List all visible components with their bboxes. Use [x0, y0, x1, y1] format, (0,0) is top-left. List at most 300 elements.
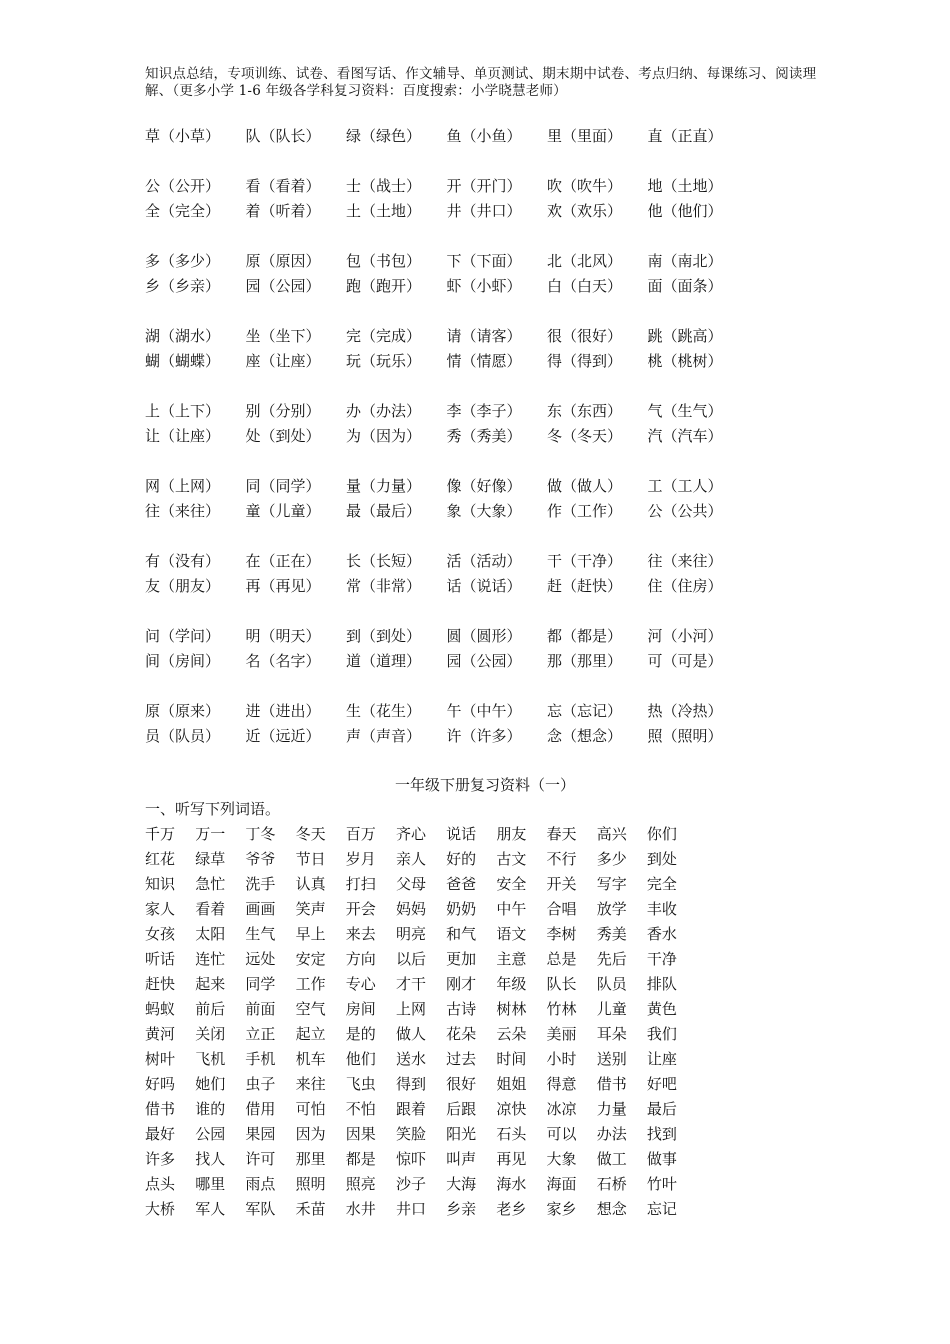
dictation-word: 齐心	[395, 825, 426, 843]
dictation-word: 多少	[596, 850, 627, 868]
dictation-word: 百万	[345, 825, 376, 843]
dictation-word: 起立	[295, 1025, 326, 1043]
char-pair-item: 活（活动）	[446, 552, 522, 570]
dictation-word: 丰收	[646, 900, 677, 918]
pair-row	[145, 249, 845, 274]
dictation-word: 海面	[546, 1175, 577, 1193]
dictation-word: 上网	[395, 1000, 426, 1018]
dictation-word: 好吧	[646, 1075, 677, 1093]
dictation-word: 父母	[395, 875, 426, 893]
dictation-word: 万一	[195, 825, 226, 843]
char-pair-item: 忘（忘记）	[547, 702, 623, 720]
dictation-word: 起来	[195, 975, 226, 993]
dictation-word: 军队	[245, 1200, 276, 1218]
dictation-word: 太阳	[195, 925, 226, 943]
dictation-word: 急忙	[195, 875, 226, 893]
dictation-word: 排队	[646, 975, 677, 993]
dictation-word: 让座	[646, 1050, 677, 1068]
char-pair-item: 声（声音）	[346, 727, 422, 745]
pair-row	[145, 699, 845, 724]
char-pair-item: 到（到处）	[346, 627, 422, 645]
dictation-word: 开关	[546, 875, 577, 893]
dictation-word: 送水	[395, 1050, 426, 1068]
dictation-word: 得到	[395, 1075, 426, 1093]
dictation-word: 树叶	[145, 1050, 176, 1068]
pair-row	[145, 624, 845, 649]
pair-group	[145, 124, 845, 149]
dictation-word: 千万	[145, 825, 176, 843]
dictation-word: 做人	[395, 1025, 426, 1043]
dictation-word: 许多	[145, 1150, 176, 1168]
pair-row	[145, 549, 845, 574]
char-pair-item: 长（长短）	[346, 552, 422, 570]
pair-row	[145, 274, 845, 299]
dictation-word: 云朵	[496, 1025, 527, 1043]
dictation-word: 看着	[195, 900, 226, 918]
dictation-word: 立正	[245, 1025, 276, 1043]
word-row	[145, 847, 845, 872]
dictation-word: 大海	[446, 1175, 477, 1193]
dictation-word: 好吗	[145, 1075, 176, 1093]
dictation-word: 花朵	[446, 1025, 477, 1043]
dictation-word: 过去	[446, 1050, 477, 1068]
dictation-word: 不怕	[345, 1100, 376, 1118]
dictation-word: 秀美	[596, 925, 627, 943]
dictation-word: 说话	[446, 825, 477, 843]
char-pair-item: 赶（赶快）	[547, 577, 623, 595]
pair-row	[145, 199, 845, 224]
char-pair-item: 干（干净）	[547, 552, 623, 570]
dictation-word: 小时	[546, 1050, 577, 1068]
pair-row	[145, 574, 845, 599]
dictation-word: 送别	[596, 1050, 627, 1068]
char-pair-item: 河（小河）	[647, 627, 723, 645]
char-pair-item: 作（工作）	[547, 502, 623, 520]
dictation-word: 我们	[646, 1025, 677, 1043]
dictation-word: 爸爸	[446, 875, 477, 893]
char-pair-item: 象（大象）	[446, 502, 522, 520]
char-pair-item: 井（井口）	[446, 202, 522, 220]
char-pair-item: 进（进出）	[245, 702, 321, 720]
word-row	[145, 1122, 845, 1147]
pair-row	[145, 649, 845, 674]
dictation-word: 力量	[596, 1100, 627, 1118]
char-pair-item: 生（花生）	[346, 702, 422, 720]
char-pair-item: 情（情愿）	[446, 352, 522, 370]
dictation-word: 红花	[145, 850, 176, 868]
header-line-1: 知识点总结，专项训练、试卷、看图写话、作文辅导、单页测试、期末期中试卷、考点归纳、每课练习、阅读理	[145, 66, 817, 82]
dictation-word: 美丽	[546, 1025, 577, 1043]
char-pair-item: 工（工人）	[647, 477, 723, 495]
dictation-word: 安定	[295, 950, 326, 968]
dictation-word: 队员	[596, 975, 627, 993]
dictation-word: 可以	[546, 1125, 577, 1143]
dictation-word: 谁的	[195, 1100, 226, 1118]
pair-row	[145, 399, 845, 424]
char-pair-item: 可（可是）	[647, 652, 723, 670]
dictation-word: 放学	[596, 900, 627, 918]
dictation-word: 机车	[295, 1050, 326, 1068]
dictation-word: 认真	[295, 875, 326, 893]
worksheet-title	[0, 775, 820, 795]
dictation-word: 女孩	[145, 925, 176, 943]
char-pair-item: 他（他们）	[647, 202, 723, 220]
dictation-word: 做事	[646, 1150, 677, 1168]
dictation-word: 更加	[446, 950, 477, 968]
char-pair-item: 蝴（蝴蝶）	[145, 352, 221, 370]
pair-group	[145, 249, 845, 299]
pair-row	[145, 324, 845, 349]
dictation-word: 完全	[646, 875, 677, 893]
dictation-word: 想念	[596, 1200, 627, 1218]
dictation-word: 干净	[646, 950, 677, 968]
char-pair-item: 照（照明）	[647, 727, 723, 745]
dictation-word: 朋友	[496, 825, 527, 843]
dictation-word: 冬天	[295, 825, 326, 843]
dictation-word: 很好	[446, 1075, 477, 1093]
dictation-word: 雨点	[245, 1175, 276, 1193]
dictation-word: 跟着	[395, 1100, 426, 1118]
dictation-word: 远处	[245, 950, 276, 968]
char-pair-item: 园（公园）	[446, 652, 522, 670]
pair-row	[145, 424, 845, 449]
dictation-word: 安全	[496, 875, 527, 893]
dictation-word: 可怕	[295, 1100, 326, 1118]
char-pair-item: 李（李子）	[446, 402, 522, 420]
char-pair-item: 间（房间）	[145, 652, 221, 670]
dictation-word: 石桥	[596, 1175, 627, 1193]
dictation-word: 你们	[646, 825, 677, 843]
char-pair-item: 气（生气）	[647, 402, 723, 420]
dictation-word: 开会	[345, 900, 376, 918]
dictation-word: 找人	[195, 1150, 226, 1168]
char-pair-item: 热（冷热）	[647, 702, 723, 720]
dictation-word: 香水	[646, 925, 677, 943]
dictation-word: 后跟	[446, 1100, 477, 1118]
header-note	[145, 66, 825, 100]
dictation-word: 丁冬	[245, 825, 276, 843]
dictation-word: 最好	[145, 1125, 176, 1143]
pair-group	[145, 549, 845, 599]
dictation-word: 飞机	[195, 1050, 226, 1068]
dictation-word: 那里	[295, 1150, 326, 1168]
char-pair-item: 坐（坐下）	[245, 327, 321, 345]
char-pair-item: 念（想念）	[547, 727, 623, 745]
char-pair-item: 绿（绿色）	[346, 127, 422, 145]
char-pair-item: 近（远近）	[245, 727, 321, 745]
dictation-word: 写字	[596, 875, 627, 893]
pair-group	[145, 624, 845, 674]
dictation-word: 蚂蚁	[145, 1000, 176, 1018]
dictation-word: 绿草	[195, 850, 226, 868]
char-pair-item: 土（土地）	[346, 202, 422, 220]
dictation-word: 空气	[295, 1000, 326, 1018]
dictation-word: 禾苗	[295, 1200, 326, 1218]
char-pair-item: 话（说话）	[446, 577, 522, 595]
char-pair-item: 原（原来）	[145, 702, 221, 720]
dictation-word: 老乡	[496, 1200, 527, 1218]
char-pair-item: 跳（跳高）	[647, 327, 723, 345]
word-row	[145, 1072, 845, 1097]
char-pair-item: 虾（小虾）	[446, 277, 522, 295]
dictation-word: 和气	[446, 925, 477, 943]
dictation-word: 妈妈	[395, 900, 426, 918]
char-pair-item: 着（听着）	[245, 202, 321, 220]
char-pair-item: 往（来往）	[145, 502, 221, 520]
char-pair-item: 量（力量）	[346, 477, 422, 495]
char-pair-item: 南（南北）	[647, 252, 723, 270]
dictation-word: 亲人	[395, 850, 426, 868]
char-pair-item: 公（公开）	[145, 177, 221, 195]
dictation-word: 年级	[496, 975, 527, 993]
dictation-word: 黄色	[646, 1000, 677, 1018]
char-pair-item: 北（北风）	[547, 252, 623, 270]
dictation-word: 石头	[496, 1125, 527, 1143]
dictation-word: 得意	[546, 1075, 577, 1093]
dictation-word: 冰凉	[546, 1100, 577, 1118]
pair-row	[145, 174, 845, 199]
char-pair-item: 原（原因）	[245, 252, 321, 270]
word-row	[145, 997, 845, 1022]
dictation-word: 许可	[245, 1150, 276, 1168]
dictation-word: 合唱	[546, 900, 577, 918]
dictation-word: 最后	[646, 1100, 677, 1118]
dictation-word: 黄河	[145, 1025, 176, 1043]
dictation-word: 照明	[295, 1175, 326, 1193]
char-pair-item: 常（非常）	[346, 577, 422, 595]
dictation-word: 大象	[546, 1150, 577, 1168]
char-pair-item: 问（学问）	[145, 627, 221, 645]
dictation-word: 同学	[245, 975, 276, 993]
char-pair-item: 吹（吹牛）	[547, 177, 623, 195]
dictation-word: 找到	[646, 1125, 677, 1143]
char-pair-item: 秀（秀美）	[446, 427, 522, 445]
char-pair-item: 乡（乡亲）	[145, 277, 221, 295]
char-pair-item: 冬（冬天）	[547, 427, 623, 445]
dictation-word: 点头	[145, 1175, 176, 1193]
char-pair-item: 最（最后）	[346, 502, 422, 520]
dictation-word: 奶奶	[446, 900, 477, 918]
char-pair-item: 请（请客）	[446, 327, 522, 345]
pair-row	[145, 474, 845, 499]
word-row	[145, 1022, 845, 1047]
dictation-word: 因为	[295, 1125, 326, 1143]
char-pair-item: 汽（汽车）	[647, 427, 723, 445]
header-line-2: 解、（更多小学 1-6 年级各学科复习资料：百度搜索：小学晓慧老师）	[145, 83, 567, 99]
dictation-word: 果园	[245, 1125, 276, 1143]
dictation-word: 队长	[546, 975, 577, 993]
dictation-word: 儿童	[596, 1000, 627, 1018]
dictation-word: 水井	[345, 1200, 376, 1218]
dictation-word: 古文	[496, 850, 527, 868]
dictation-word: 前面	[245, 1000, 276, 1018]
char-pair-item: 同（同学）	[245, 477, 321, 495]
char-pair-item: 玩（玩乐）	[346, 352, 422, 370]
dictation-word: 不行	[546, 850, 577, 868]
char-pair-item: 员（队员）	[145, 727, 221, 745]
char-pair-item: 在（正在）	[245, 552, 321, 570]
dictation-word: 哪里	[195, 1175, 226, 1193]
char-pair-item: 队（队长）	[245, 127, 321, 145]
dictation-word: 知识	[145, 875, 176, 893]
dictation-word: 家人	[145, 900, 176, 918]
char-pair-item: 里（里面）	[547, 127, 623, 145]
char-pair-item: 草（小草）	[145, 127, 221, 145]
pair-group	[145, 324, 845, 374]
dictation-word: 节日	[295, 850, 326, 868]
dictation-word: 爷爷	[245, 850, 276, 868]
char-pair-item: 面（面条）	[647, 277, 723, 295]
char-pair-item: 桃（桃树）	[647, 352, 723, 370]
char-pair-item: 那（那里）	[547, 652, 623, 670]
word-row	[145, 972, 845, 997]
char-pair-item: 圆（圆形）	[446, 627, 522, 645]
dictation-word: 房间	[345, 1000, 376, 1018]
char-pair-item: 往（来往）	[647, 552, 723, 570]
dictation-word: 凉快	[496, 1100, 527, 1118]
dictation-word: 他们	[345, 1050, 376, 1068]
dictation-word: 家乡	[546, 1200, 577, 1218]
pair-group	[145, 474, 845, 524]
dictation-word: 洗手	[245, 875, 276, 893]
dictation-word: 做工	[596, 1150, 627, 1168]
char-pair-item: 让（让座）	[145, 427, 221, 445]
char-pair-item: 再（再见）	[245, 577, 321, 595]
dictation-word: 来去	[345, 925, 376, 943]
char-pair-item: 都（都是）	[547, 627, 623, 645]
dictation-word: 以后	[395, 950, 426, 968]
dictation-word: 好的	[446, 850, 477, 868]
dictation-word: 忘记	[646, 1200, 677, 1218]
dictation-word: 主意	[496, 950, 527, 968]
dictation-word: 前后	[195, 1000, 226, 1018]
dictation-word: 语文	[496, 925, 527, 943]
dictation-word: 惊吓	[395, 1150, 426, 1168]
char-pair-item: 上（上下）	[145, 402, 221, 420]
char-pair-item: 像（好像）	[446, 477, 522, 495]
dictation-word: 先后	[596, 950, 627, 968]
char-pair-item: 看（看着）	[245, 177, 321, 195]
char-pair-item: 名（名字）	[245, 652, 321, 670]
dictation-word: 照亮	[345, 1175, 376, 1193]
word-row	[145, 1172, 845, 1197]
char-pair-item: 欢（欢乐）	[547, 202, 623, 220]
char-pair-item: 下（下面）	[446, 252, 522, 270]
dictation-word: 明亮	[395, 925, 426, 943]
char-pair-item: 友（朋友）	[145, 577, 221, 595]
dictation-word: 叫声	[446, 1150, 477, 1168]
dictation-word: 借用	[245, 1100, 276, 1118]
dictation-word: 方向	[345, 950, 376, 968]
dictation-word: 中午	[496, 900, 527, 918]
dictation-word: 古诗	[446, 1000, 477, 1018]
char-pair-item: 湖（湖水）	[145, 327, 221, 345]
dictation-word: 大桥	[145, 1200, 176, 1218]
dictation-word: 赶快	[145, 975, 176, 993]
char-pair-item: 包（书包）	[346, 252, 422, 270]
dictation-word: 因果	[345, 1125, 376, 1143]
dictation-word: 打扫	[345, 875, 376, 893]
dictation-word: 才干	[395, 975, 426, 993]
dictation-word: 听话	[145, 950, 176, 968]
dictation-word: 竹叶	[646, 1175, 677, 1193]
dictation-word: 军人	[195, 1200, 226, 1218]
pair-row	[145, 349, 845, 374]
dictation-word: 耳朵	[596, 1025, 627, 1043]
dictation-word: 到处	[646, 850, 677, 868]
dictation-word: 专心	[345, 975, 376, 993]
dictation-word: 借书	[145, 1100, 176, 1118]
pair-row	[145, 724, 845, 749]
char-pair-item: 网（上网）	[145, 477, 221, 495]
char-pair-item: 处（到处）	[245, 427, 321, 445]
dictation-word: 连忙	[195, 950, 226, 968]
char-pair-item: 鱼（小鱼）	[446, 127, 522, 145]
dictation-word: 海水	[496, 1175, 527, 1193]
dictation-word: 刚才	[446, 975, 477, 993]
dictation-word: 井口	[395, 1200, 426, 1218]
pair-group	[145, 174, 845, 224]
dictation-word: 阳光	[446, 1125, 477, 1143]
dictation-word: 办法	[596, 1125, 627, 1143]
char-pair-item: 地（土地）	[647, 177, 723, 195]
dictation-word: 春天	[546, 825, 577, 843]
char-pair-item: 士（战士）	[346, 177, 422, 195]
dictation-word: 都是	[345, 1150, 376, 1168]
dictation-word: 笑声	[295, 900, 326, 918]
word-row	[145, 947, 845, 972]
section-1-label: 一、听写下列词语。	[145, 800, 281, 818]
char-pair-item: 跑（跑开）	[346, 277, 422, 295]
dictation-words-section	[145, 822, 845, 1222]
dictation-word: 早上	[295, 925, 326, 943]
char-pair-item: 为（因为）	[346, 427, 422, 445]
dictation-word: 笑脸	[395, 1125, 426, 1143]
word-row	[145, 897, 845, 922]
word-row	[145, 1147, 845, 1172]
word-row	[145, 1047, 845, 1072]
dictation-word: 竹林	[546, 1000, 577, 1018]
dictation-word: 是的	[345, 1025, 376, 1043]
dictation-word: 沙子	[395, 1175, 426, 1193]
word-row	[145, 872, 845, 897]
char-pair-item: 公（公共）	[647, 502, 723, 520]
dictation-word: 她们	[195, 1075, 226, 1093]
char-pair-item: 直（正直）	[647, 127, 723, 145]
char-pair-item: 明（明天）	[245, 627, 321, 645]
dictation-word: 画画	[245, 900, 276, 918]
dictation-word: 再见	[496, 1150, 527, 1168]
dictation-word: 关闭	[195, 1025, 226, 1043]
dictation-word: 工作	[295, 975, 326, 993]
character-pairs-section	[145, 124, 845, 774]
word-row	[145, 1097, 845, 1122]
dictation-word: 时间	[496, 1050, 527, 1068]
char-pair-item: 白（白天）	[547, 277, 623, 295]
word-row	[145, 822, 845, 847]
dictation-word: 来往	[295, 1075, 326, 1093]
char-pair-item: 全（完全）	[145, 202, 221, 220]
pair-row	[145, 124, 845, 149]
char-pair-item: 道（道理）	[346, 652, 422, 670]
char-pair-item: 得（得到）	[547, 352, 623, 370]
pair-row	[145, 499, 845, 524]
char-pair-item: 座（让座）	[245, 352, 321, 370]
dictation-word: 飞虫	[345, 1075, 376, 1093]
char-pair-item: 办（办法）	[346, 402, 422, 420]
char-pair-item: 园（公园）	[245, 277, 321, 295]
dictation-word: 生气	[245, 925, 276, 943]
